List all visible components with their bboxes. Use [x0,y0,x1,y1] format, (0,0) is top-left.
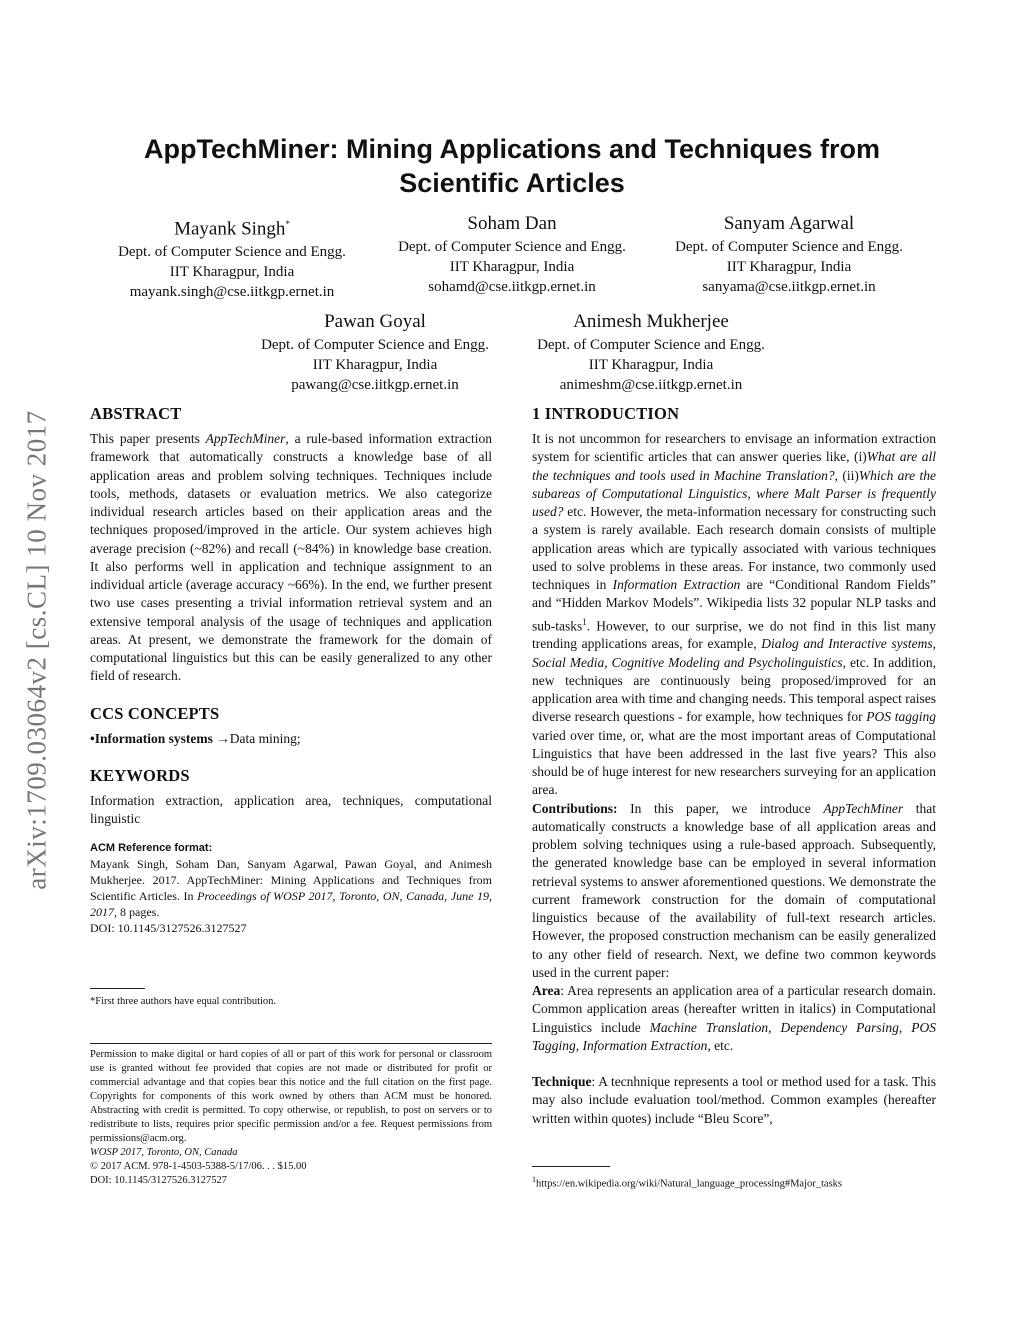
permission-doi: DOI: 10.1145/3127526.3127527 [90,1175,227,1186]
author-name: Soham Dan [467,213,557,234]
acm-reference-venue: Proceedings of WOSP 2017, Toronto, ON, Canada, June 19, 2017, [90,889,492,920]
author-block-5 [516,310,786,395]
area-list: Dialog and Interactive systems, Social Media, Cognitive Modeling and Psycholinguistics [532,636,936,670]
author-email[interactable]: mayank.singh@cse.iitkgp.ernet.in [129,284,335,301]
area-list: Machine Translation, Dependency Parsing, POS Tagging, Information Extraction [532,1019,936,1053]
author-name: Sanyam Agarwal [723,213,855,234]
equal-contribution-footnote: *First three authors have equal contribution. [90,996,277,1007]
acm-reference-label: ACM Reference format: [90,842,213,855]
copyright-text: © 2017 ACM. 978-1-4503-5388-5/17/06. . . $15.00 [90,1161,307,1172]
author-institution: IIT Kharagpur, India [449,259,575,275]
author-dept: Dept. of Computer Science and Engg. [398,239,626,255]
technique-label: Technique [532,1074,592,1089]
intro-text: In this paper, we introduce [617,800,824,816]
example-question-2: Which are the subareas of Computational Linguistics, where Malt Parser is frequently used? [532,467,937,519]
permission-block [90,1043,492,1188]
equal-contribution-mark: * [285,219,290,229]
abstract-text-part: , a rule-based information extraction framework that automatically constructs a knowledge base of all application areas and problem solving techniques. Techniques include tools, methods, datasets or evaluation metrics. We also categorize individual research articles based on their application areas and the techniques proposed/improved in the article. Our system achieves high average precision (~82%) and recall (~84%) in knowledge base creation. It also performs well in application and technique assignment to an individual article (average accuracy ~66%). In the end, we further present two use cases presenting a trivial information retrieval system and an extensive temporal analysis of the usage of techniques and application areas. At present, we demonstrate the framework for the domain of computational linguistics but this can be easily generalized to any other field of research. [90,431,492,684]
author-institution: IIT Kharagpur, India [588,357,714,373]
ccs-concept: •Information systems [90,730,213,746]
author-email[interactable]: animeshm@cse.iitkgp.ernet.in [559,377,743,393]
intro-text: that automatically constructs a knowledge base of all application areas and problem solving techniques using a rule-based approach. Subsequently, the generated knowledge base can be employed in several information retrieval systems to answer aforementioned questions. We demonstrate the current framework construction for the domain of computational linguistics because of the availability of full-text research articles. However, the proposed construction mechanism can be easily generalized to any other field of research. Next, we define two common keywords used in the current paper: [532,800,936,980]
area-name: POS tagging [866,709,936,725]
author-dept: Dept. of Computer Science and Engg. [675,239,903,255]
intro-text: are “Conditional Random Fields” and “Hidden Markov Models”. Wikipedia lists 32 popular NLP tasks and sub-tasks [532,577,937,633]
permission-venue [90,1146,492,1160]
left-column [90,404,492,936]
intro-text: , etc. [707,1037,734,1053]
footnote-number: 1 [532,1175,536,1184]
author-email[interactable]: sohamd@cse.iitkgp.ernet.in [428,279,596,295]
author-institution: IIT Kharagpur, India [312,357,438,373]
right-column [532,404,936,1128]
footnote-marker[interactable]: 1 [582,616,587,627]
intro-text: : A tecnhnique represents a tool or method used for a task. This may also include evaluation tool/method. Common examples (hereafter written within quotes) include “Bleu Score”, [532,1074,936,1126]
left-footnote [90,988,492,1009]
intro-text: varied over time, or, what are the most important areas of Computational Linguistics that have been addressed in the last five years? This also should be of huge interest for new researchers surveying for an application area. [532,727,936,798]
right-footnote [532,1166,936,1192]
abstract-text-part: This paper presents [90,431,206,446]
author-block-4 [240,310,510,395]
contributions-label: Contributions: [532,800,618,816]
ccs-subconcept: →Data mining; [212,730,301,746]
paper-title-line-2: Scientific Articles [399,168,625,198]
author-institution: IIT Kharagpur, India [169,264,295,281]
author-name: Pawan Goyal [324,311,426,332]
author-block-3 [654,212,924,297]
area-name: Information Extraction [612,577,741,592]
permission-text: Permission to make digital or hard copies of all or part of this work for personal or classroom use is granted without fee provided that copies are not made or distributed for profit or commercial advantage and that copies bear this notice and the full citation on the first page. Copyrights for components of this work owned by others than ACM must be honored. Abstracting with credit is permitted. To copy otherwise, or republish, to post on servers or to redistribute to lists, requires prior specific permission and/or a fee. Request permissions from permissions@acm.org. [90,1049,492,1144]
acm-reference-part: Mayank Singh, Soham Dan, Sanyam Agarwal, Pawan Goyal, and Animesh Mukherjee. 2017. AppTechMiner: Mining Applications and Techniques from Scientific Articles. In [90,857,492,904]
author-block-2 [382,212,642,297]
author-dept: Dept. of Computer Science and Engg. [261,337,489,353]
system-name: AppTechMiner [205,431,286,446]
author-dept: Dept. of Computer Science and Engg. [537,337,765,353]
author-name: Mayank Singh [174,218,286,240]
ccs-heading: CCS CONCEPTS [90,703,220,723]
abstract-heading: ABSTRACT [90,404,182,423]
footnote-rule [532,1166,610,1167]
example-question-1: What are all the techniques and tools used in Machine Translation? [532,449,936,483]
intro-text: It is not uncommon for researchers to envisage an information extraction system for scientific articles that can answer queries like, (i) [532,431,936,465]
author-dept: Dept. of Computer Science and Engg. [118,244,346,261]
intro-text: , (ii) [834,467,859,483]
keywords-text: Information extraction, application area, techniques, computational linguistic [90,792,492,826]
paper-title-line-1: AppTechMiner: Mining Applications and Techniques from [143,134,880,164]
keywords-heading: KEYWORDS [90,765,190,785]
acm-reference-text [90,856,492,920]
paper-title [100,132,924,200]
intro-text: etc. However, the meta-information necessary for constructing such a system is rarely available. Each research domain consists of multiple application areas which are typically associated with various techniques used to solve problems in these areas. For instance, two commonly used techniques in [532,504,936,592]
contributions-paragraph [532,800,936,983]
venue-text: WOSP 2017, Toronto, ON, Canada [90,1147,238,1158]
area-definition [532,982,936,1055]
permission-rule [90,1043,492,1044]
area-label: Area [532,983,561,998]
footnote-rule [90,988,145,989]
acm-reference-doi: DOI: 10.1145/3127526.3127527 [90,921,247,936]
intro-paragraph-1 [532,430,936,800]
intro-text: : Area represents an application area of a particular research domain. Common application areas (hereafter written in italics) in Computational Linguistics include [532,983,936,1035]
author-email[interactable]: sanyama@cse.iitkgp.ernet.in [702,279,876,295]
system-name: AppTechMiner [823,800,904,816]
arxiv-identifier-text: arXiv:1709.03064v2 [cs.CL] 10 Nov 2017 [21,410,52,890]
footnote-url[interactable]: https://en.wikipedia.org/wiki/Natural_language_processing#Major_tasks [536,1178,842,1190]
intro-text: , etc. In addition, new techniques are continuously being proposed/improved for an application area with time and changing needs. This temporal aspect raises diverse research questions - for example, how techniques for [532,654,936,725]
technique-definition [532,1073,936,1128]
acm-reference-part: 8 pages. [117,905,160,920]
wikipedia-footnote [532,1173,936,1192]
author-name: Animesh Mukherjee [573,311,729,332]
introduction-heading: 1 INTRODUCTION [532,404,680,423]
author-block-1 [100,212,364,302]
author-institution: IIT Kharagpur, India [726,259,852,275]
ccs-text [90,730,492,748]
arxiv-identifier [15,350,59,950]
author-email[interactable]: pawang@cse.iitkgp.ernet.in [291,377,459,393]
intro-text: . However, to our surprise, we do not find in this list many trending applications areas, for example, [532,618,936,652]
abstract-text [90,430,492,686]
